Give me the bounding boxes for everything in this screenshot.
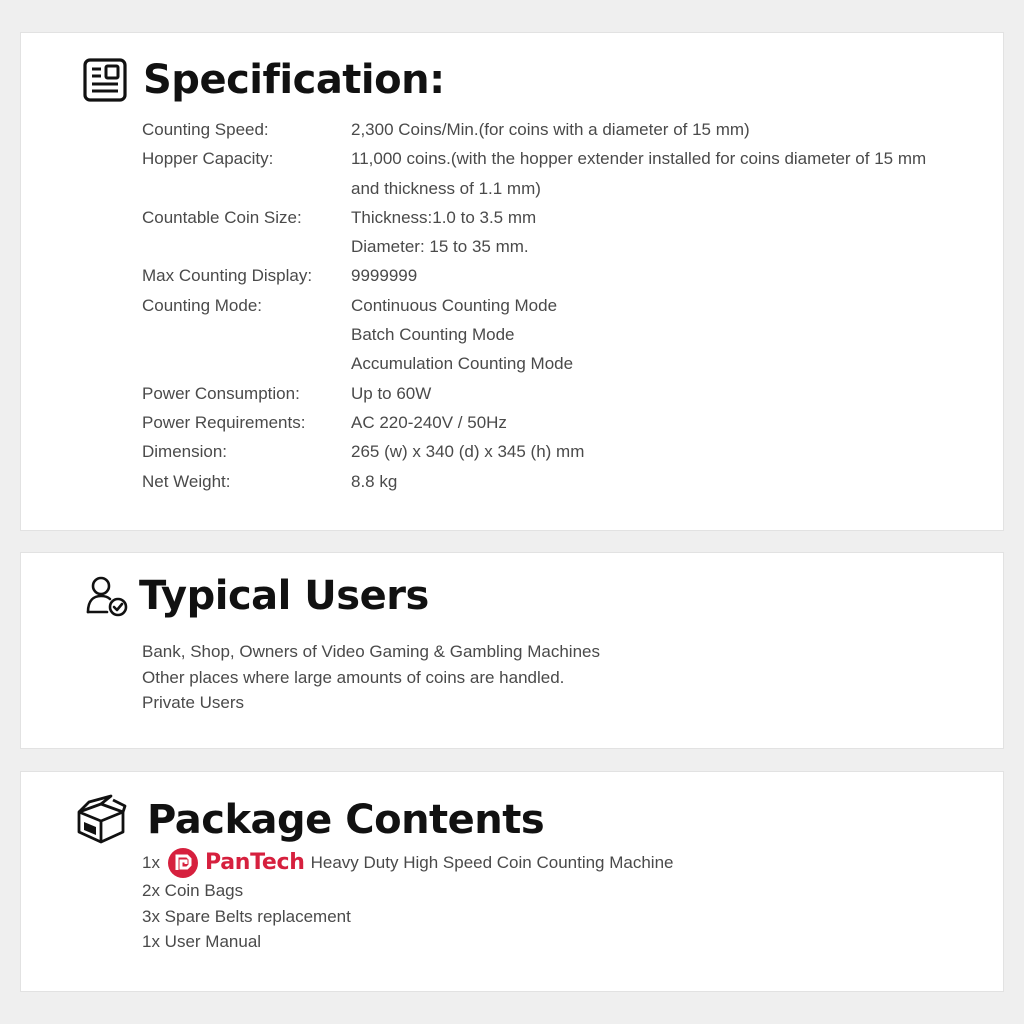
- spec-values: [351, 115, 972, 144]
- list-item: [142, 848, 674, 878]
- list-item: Other places where large amounts of coins are handled.: [142, 667, 565, 687]
- list-item: Bank, Shop, Owners of Video Gaming & Gambling Machines: [142, 642, 600, 661]
- spec-row: [142, 203, 972, 262]
- list-item: Private Users: [142, 693, 245, 712]
- spec-values: [351, 408, 972, 437]
- spec-value: Batch Counting Mode: [351, 325, 515, 345]
- brand-name: PanTech: [204, 850, 305, 876]
- spec-row: [142, 467, 972, 496]
- spec-values: [351, 261, 972, 290]
- spec-label: Dimension:: [142, 442, 228, 462]
- document-icon: [83, 58, 127, 102]
- spec-row: [142, 261, 972, 290]
- package-contents-list: [142, 848, 674, 955]
- spec-value: Thickness:1.0 to 3.5 mm: [351, 207, 537, 227]
- spec-values: [351, 379, 972, 408]
- spec-label: Power Requirements:: [142, 412, 306, 432]
- spec-label: Hopper Capacity:: [142, 149, 274, 169]
- pantech-logo-icon: [168, 848, 305, 878]
- spec-label: Counting Mode:: [142, 295, 263, 315]
- user-check-icon: [85, 574, 129, 618]
- spec-row: [142, 291, 972, 379]
- package-contents-heading: [75, 794, 544, 846]
- spec-values: [351, 144, 972, 203]
- specification-card: [20, 32, 1004, 531]
- spec-value: Continuous Counting Mode: [351, 295, 558, 315]
- typical-users-list: [142, 639, 600, 716]
- spec-value: Accumulation Counting Mode: [351, 354, 574, 374]
- spec-values: [351, 437, 972, 466]
- spec-values: [351, 291, 972, 379]
- list-item: 3x Spare Belts replacement: [142, 906, 351, 926]
- spec-label: Max Counting Display:: [142, 266, 313, 286]
- list-item: 1x User Manual: [142, 932, 262, 951]
- spec-label: Countable Coin Size:: [142, 207, 302, 227]
- open-box-icon: [75, 794, 127, 846]
- typical-users-heading: [85, 573, 429, 619]
- spec-row: [142, 437, 972, 466]
- spec-value: 8.8 kg: [351, 471, 398, 491]
- section-title: Typical Users: [139, 573, 429, 619]
- specification-heading: [83, 57, 445, 103]
- list-item: 2x Coin Bags: [142, 881, 244, 900]
- spec-label: Counting Speed:: [142, 120, 269, 139]
- item-description: Heavy Duty High Speed Coin Counting Machine: [310, 853, 674, 873]
- section-title: Package Contents: [147, 797, 545, 843]
- item-quantity: 1x: [142, 853, 160, 873]
- spec-row: [142, 408, 972, 437]
- spec-value: Diameter: 15 to 35 mm.: [351, 237, 529, 257]
- spec-table: [142, 115, 972, 496]
- spec-row: [142, 144, 972, 203]
- spec-values: [351, 467, 972, 496]
- spec-values: [351, 203, 972, 262]
- page-title: Specification:: [143, 57, 445, 103]
- spec-value: AC 220-240V / 50Hz: [351, 412, 507, 432]
- spec-value: 9999999: [351, 266, 418, 286]
- spec-value: 265 (w) x 340 (d) x 345 (h) mm: [351, 442, 585, 462]
- spec-label: Power Consumption:: [142, 383, 300, 403]
- spec-row: [142, 115, 972, 144]
- spec-label: Net Weight:: [142, 471, 231, 491]
- typical-users-card: [20, 552, 1004, 749]
- spec-value: Up to 60W: [351, 383, 432, 403]
- package-contents-card: [20, 771, 1004, 992]
- spec-value: 11,000 coins.(with the hopper extender installed for coins diameter of 15 mm: [351, 149, 927, 169]
- spec-row: [142, 379, 972, 408]
- spec-value: 2,300 Coins/Min.(for coins with a diameter of 15 mm): [351, 120, 750, 139]
- spec-value: and thickness of 1.1 mm): [351, 178, 541, 198]
